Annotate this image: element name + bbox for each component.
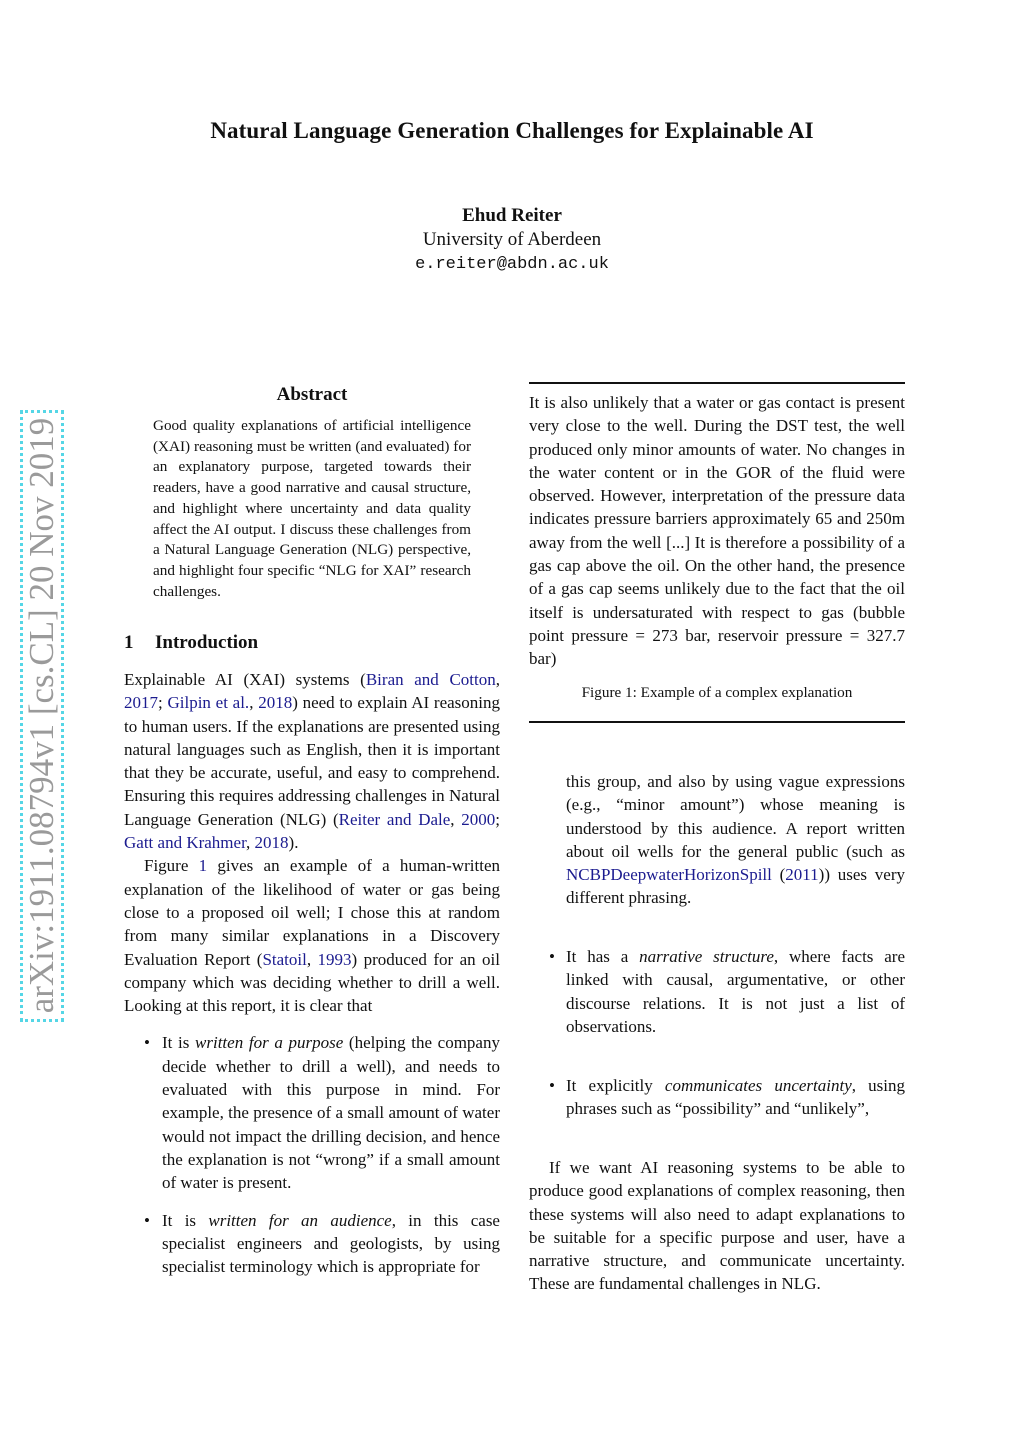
- arxiv-stamp[interactable]: arXiv:1911.08794v1 [cs.CL] 20 Nov 2019: [22, 417, 61, 1014]
- bullet-icon: •: [549, 1076, 555, 1095]
- section-number: 1: [124, 632, 134, 653]
- challenge-list: [124, 1031, 500, 1278]
- list-item: • It has a narrative structure, where facts are linked with causal, argumentative, or other discourse relations. It is not just a list of observations.: [549, 947, 905, 1036]
- figure-top-rule: [529, 382, 905, 384]
- citation-link[interactable]: Statoil: [262, 949, 307, 969]
- bullet-icon: •: [144, 1210, 150, 1230]
- citation-year-link[interactable]: 2018: [254, 833, 289, 853]
- author-email[interactable]: e.reiter@abdn.ac.uk: [415, 255, 609, 274]
- citation-year-link[interactable]: 2018: [258, 693, 293, 713]
- author-affiliation: University of Aberdeen: [422, 229, 602, 250]
- left-column: [124, 668, 500, 1278]
- figure-1-caption: Figure 1: Example of a complex explanation: [581, 684, 853, 701]
- list-item: • It explicitly communicates uncertainty, using phrases such as “possibility” and “unlikely”,: [549, 1076, 905, 1119]
- section-heading-introduction: [124, 632, 258, 654]
- citation-year-link[interactable]: 2000: [461, 809, 496, 829]
- figure-bottom-rule: [529, 721, 905, 723]
- citation-link[interactable]: Gatt and Krahmer: [124, 833, 247, 853]
- intro-paragraph-1: Explainable AI (XAI) systems (Biran and Cotton, 2017; Gilpin et al., 2018) need to explain AI reasoning to human users. If the explanations are presented using natural languages such as English, then it is important that they be accurate, useful, and easy to comprehend. Ensuring this requires addressing challenges in Natural Language Generation (NLG) (Reiter and Dale, 2000; Gatt and Krahmer, 2018).: [124, 670, 501, 853]
- intro-paragraph-2: Figure 1 gives an example of a human-written explanation of the likelihood of water or gas being close to a proposed oil well; I chose this at random from many similar explanations in a Discovery Evaluation Report (Statoil, 1993) produced for an oil company which was deciding whether to drill a well. Looking at this report, it is clear that: [124, 856, 501, 1016]
- intro-paragraph-3: If we want AI reasoning systems to be able to produce good explanations of complex reasoning, then these systems will also need to adapt explanations to be suitable for a specific purpose and user, have a narrative structure, and communicate uncertainty. These are fundamental challenges in NLG.: [529, 1158, 905, 1294]
- list-item: • It is written for an audience, in this case specialist engineers and geologists, by using specialist terminology which is appropriate for: [144, 1210, 500, 1277]
- section-title: Introduction: [155, 632, 259, 653]
- figure-1-explanation-text: It is also unlikely that a water or gas contact is present very close to the well. During the DST test, the well produced only minor amounts of water. No changes in the water content or in the GOR of the fluid were observed. However, interpretation of the pressure data indicates pressure barriers approximately 65 and 250m away from the well [...] It is therefore a possibility of a gas cap above the oil. On the other hand, the presence of a gas cap seems unlikely due to the fact that the oil itself is undersaturated with respect to gas (bubble point pressure = 273 bar, reservoir pressure = 327.7 bar): [529, 393, 905, 669]
- citation-year-link[interactable]: 1993: [317, 949, 352, 969]
- figure-reference-link[interactable]: 1: [198, 856, 208, 876]
- citation-link[interactable]: Gilpin et al.: [167, 693, 250, 713]
- list-item: • It is written for a purpose (helping the company decide whether to drill a well), and needs to evaluated with this purpose in mind. For example, the presence of a small amount of water would not impact the drilling decision, and hence the explanation is not “wrong” if a small amount of water is present.: [144, 1033, 500, 1193]
- abstract-heading: Abstract: [276, 384, 348, 405]
- author-name: Ehud Reiter: [462, 205, 562, 226]
- citation-year-link[interactable]: 2011: [785, 865, 819, 885]
- paper-title: Natural Language Generation Challenges for Explainable AI: [210, 118, 814, 143]
- citation-year-link[interactable]: 2017: [124, 693, 158, 713]
- citation-link[interactable]: Reiter and Dale: [338, 809, 451, 829]
- list-item-continuation: this group, and also by using vague expressions (e.g., “minor amount”) whose meaning is understood by this audience. A report written about oil wells for the general public (such as NCBPDeepwaterHorizonSpill (2011)) uses very different phrasing.: [566, 772, 905, 908]
- bullet-icon: •: [549, 947, 555, 966]
- bullet-icon: •: [144, 1033, 150, 1053]
- citation-link[interactable]: NCBPDeepwaterHorizonSpill: [566, 865, 772, 885]
- abstract-text: Good quality explanations of artificial intelligence (XAI) reasoning must be written (and evaluated) for an explanatory purpose, targeted towards their readers, have a good narrative and causal structure, and highlight where uncertainty and data quality affect the AI output. I discuss these challenges from a Natural Language Generation (NLG) perspective, and highlight four specific “NLG for XAI” research challenges.: [153, 417, 471, 600]
- citation-link[interactable]: Biran and Cotton: [365, 670, 496, 689]
- author-block: [0, 204, 1024, 278]
